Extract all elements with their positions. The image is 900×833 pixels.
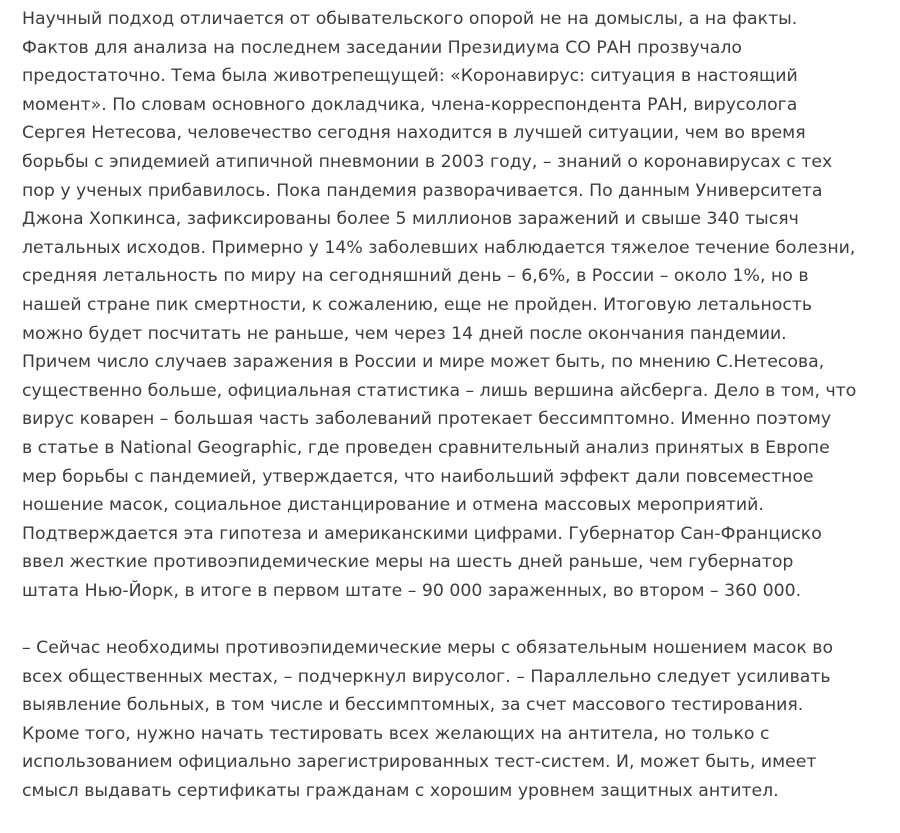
paragraph-spacer — [22, 605, 882, 634]
article-body — [22, 5, 882, 806]
article-paragraph-2: – Сейчас необходимы противоэпидемические меры с обязательным ношением масок во всех общественных местах, – подчеркнул вирусолог. – Параллельно следует усиливать выявление больных, в том числе и бессимптомных, за счет массового тестирования. Кроме того, нужно начать тестировать всех желающих на антитела, но только с использованием официально зарегистрированных тест-систем. И, может быть, имеет смысл выдавать сертификаты гражданам с хорошим уровнем защитных антител. — [22, 638, 834, 802]
article-paragraph-1: Научный подход отличается от обывательского опорой не на домыслы, а на факты. Фактов для анализа на последнем заседании Президиума СО РАН прозвучало предостаточно. Тема была животрепещущей: «Коронавирус: ситуация в настоящий момент». По словам основного докладчика, члена-корреспондента РАН, вирусолога Сергея Нетесова, человечество сегодня находится в лучшей ситуации, чем во время борьбы с эпидемией атипичной пневмонии в 2003 году, – знаний о коронавирусах с тех пор у ученых прибавилось. Пока пандемия разворачивается. По данным Университета Джона Хопкинса, зафиксированы более 5 миллионов заражений и свыше 340 тысяч летальных исходов. Примерно у 14% заболевших наблюдается тяжелое течение болезни, средняя летальность по миру на сегодняшний день – 6,6%, в России – около 1%, но в нашей стране пик смертности, к сожалению, еще не пройден. Итоговую летальность можно будет посчитать не раньше, чем через 14 дней после окончания пандемии. Причем число случаев заражения в России и мире может быть, по мнению С.Нетесова, существенно больше, официальная статистика – лишь вершина айсберга. Дело в том, что вирус коварен – большая часть заболеваний протекает бессимптомно. Именно поэтому в статье в National Geographic, где проведен сравнительный анализ принятых в Европе мер борьбы с пандемией, утверждается, что наибольший эффект дали повсеместное ношение масок, социальное дистанцирование и отмена массовых мероприятий. Подтверждается эта гипотеза и американскими цифрами. Губернатор Сан-Франциско ввел жесткие противоэпидемические меры на шесть дней раньше, чем губернатор штата Нью-Йорк, в итоге в первом штате – 90 000 зараженных, во втором – 360 000. — [22, 9, 857, 601]
